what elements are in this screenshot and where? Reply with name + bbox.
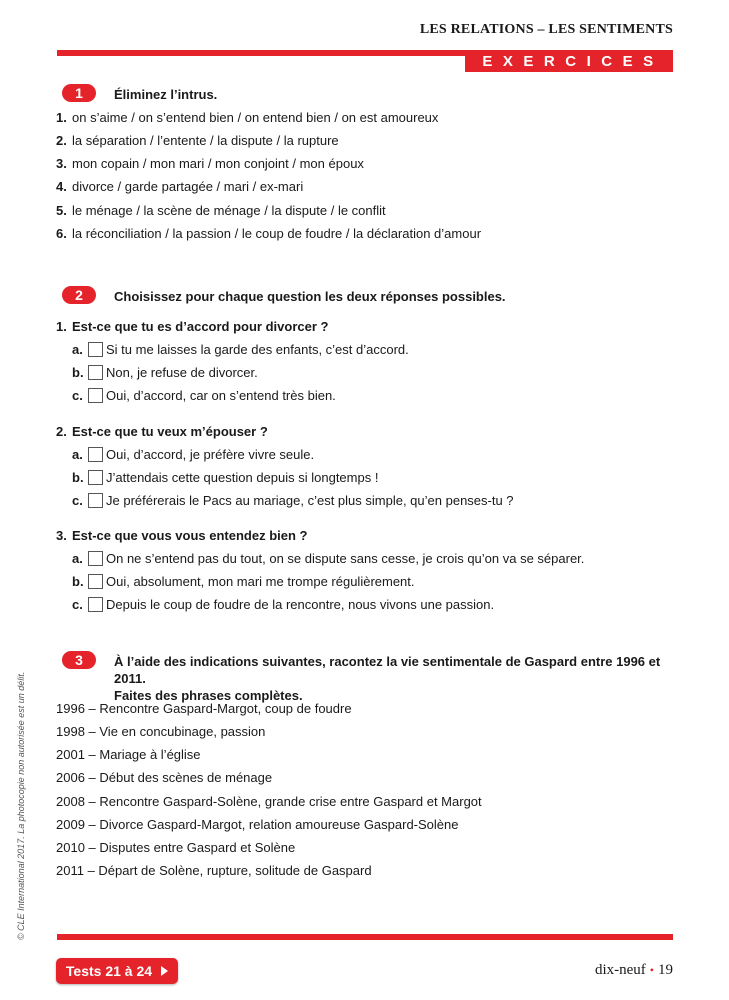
answer-checkbox[interactable] — [88, 551, 103, 566]
answer-option: a. Si tu me laisses la garde des enfants, c’est d’accord. — [72, 342, 409, 357]
play-arrow-icon — [161, 966, 168, 976]
answer-option: a. Oui, d’accord, je préfère vivre seule. — [72, 447, 315, 462]
exercise-1-item: 5. le ménage / la scène de ménage / la dispute / le conflit — [56, 203, 386, 218]
chapter-title: LES RELATIONS – LES SENTIMENTS — [419, 22, 673, 37]
question-3: 3. Est-ce que vous vous entendez bien ? — [56, 528, 308, 543]
timeline-entry: 2006 – Début des scènes de ménage — [56, 770, 273, 785]
exercise-1-badge: 1 — [62, 84, 96, 102]
answer-checkbox[interactable] — [88, 574, 103, 589]
answer-checkbox[interactable] — [88, 388, 103, 403]
bottom-red-rule — [57, 934, 673, 940]
exercise-2-badge: 2 — [62, 286, 96, 304]
timeline-entry: 2008 – Rencontre Gaspard-Solène, grande crise entre Gaspard et Margot — [56, 794, 482, 809]
answer-checkbox[interactable] — [88, 365, 103, 380]
exercise-1-item: 4. divorce / garde partagée / mari / ex-mari — [56, 179, 304, 194]
exercices-banner: EXERCICES — [465, 50, 673, 72]
question-1: 1. Est-ce que tu es d’accord pour divorcer ? — [56, 319, 329, 334]
bullet-dot: • — [649, 963, 654, 977]
question-2: 2. Est-ce que tu veux m’épouser ? — [56, 424, 268, 439]
tests-link-button[interactable] — [56, 958, 178, 984]
timeline-entry: 1996 – Rencontre Gaspard-Margot, coup de foudre — [56, 701, 352, 716]
timeline-entry: 2001 – Mariage à l’église — [56, 747, 201, 762]
exercise-1-item: 6. la réconciliation / la passion / le coup de foudre / la déclaration d’amour — [56, 226, 482, 241]
answer-checkbox[interactable] — [88, 597, 103, 612]
answer-option: c. Oui, d’accord, car on s’entend très bien. — [72, 388, 336, 403]
timeline-entry: 1998 – Vie en concubinage, passion — [56, 724, 266, 739]
timeline-entry: 2010 – Disputes entre Gaspard et Solène — [56, 840, 296, 855]
answer-checkbox[interactable] — [88, 493, 103, 508]
answer-option: c. Depuis le coup de foudre de la rencontre, nous vivons une passion. — [72, 597, 495, 612]
answer-option: a. On ne s’entend pas du tout, on se dispute sans cesse, je crois qu’on va se séparer. — [72, 551, 585, 566]
exercise-1-item: 2. la séparation / l’entente / la dispute / la rupture — [56, 133, 339, 148]
page-number: dix-neuf • 19 — [594, 962, 673, 978]
answer-checkbox[interactable] — [88, 470, 103, 485]
exercise-1-item: 3. mon copain / mon mari / mon conjoint / mon époux — [56, 156, 364, 171]
answer-option: b. J’attendais cette question depuis si longtemps ! — [72, 470, 379, 485]
copyright-notice: © CLE International 2017. La photocopie non autorisée est un délit. — [16, 671, 26, 940]
answer-checkbox[interactable] — [88, 342, 103, 357]
answer-option: b. Non, je refuse de divorcer. — [72, 365, 258, 380]
exercise-3-badge: 3 — [62, 651, 96, 669]
timeline-entry: 2011 – Départ de Solène, rupture, solitude de Gaspard — [56, 863, 372, 878]
exercise-2-title: Choisissez pour chaque question les deux réponses possibles. — [114, 289, 506, 304]
answer-option: c. Je préférerais le Pacs au mariage, c’est plus simple, qu’en penses-tu ? — [72, 493, 514, 508]
answer-option: b. Oui, absolument, mon mari me trompe régulièrement. — [72, 574, 415, 589]
answer-checkbox[interactable] — [88, 447, 103, 462]
timeline-entry: 2009 – Divorce Gaspard-Margot, relation amoureuse Gaspard-Solène — [56, 817, 459, 832]
exercise-3-title: À l’aide des indications suivantes, racontez la vie sentimentale de Gaspard entre 1996 et 2011. Faites des phrases complètes. — [114, 654, 661, 703]
exercise-1-title: Éliminez l’intrus. — [114, 87, 218, 102]
tests-label: Tests 21 à 24 — [65, 963, 153, 979]
exercise-1-item: 1. on s’aime / on s’entend bien / on entend bien / on est amoureux — [56, 110, 439, 125]
